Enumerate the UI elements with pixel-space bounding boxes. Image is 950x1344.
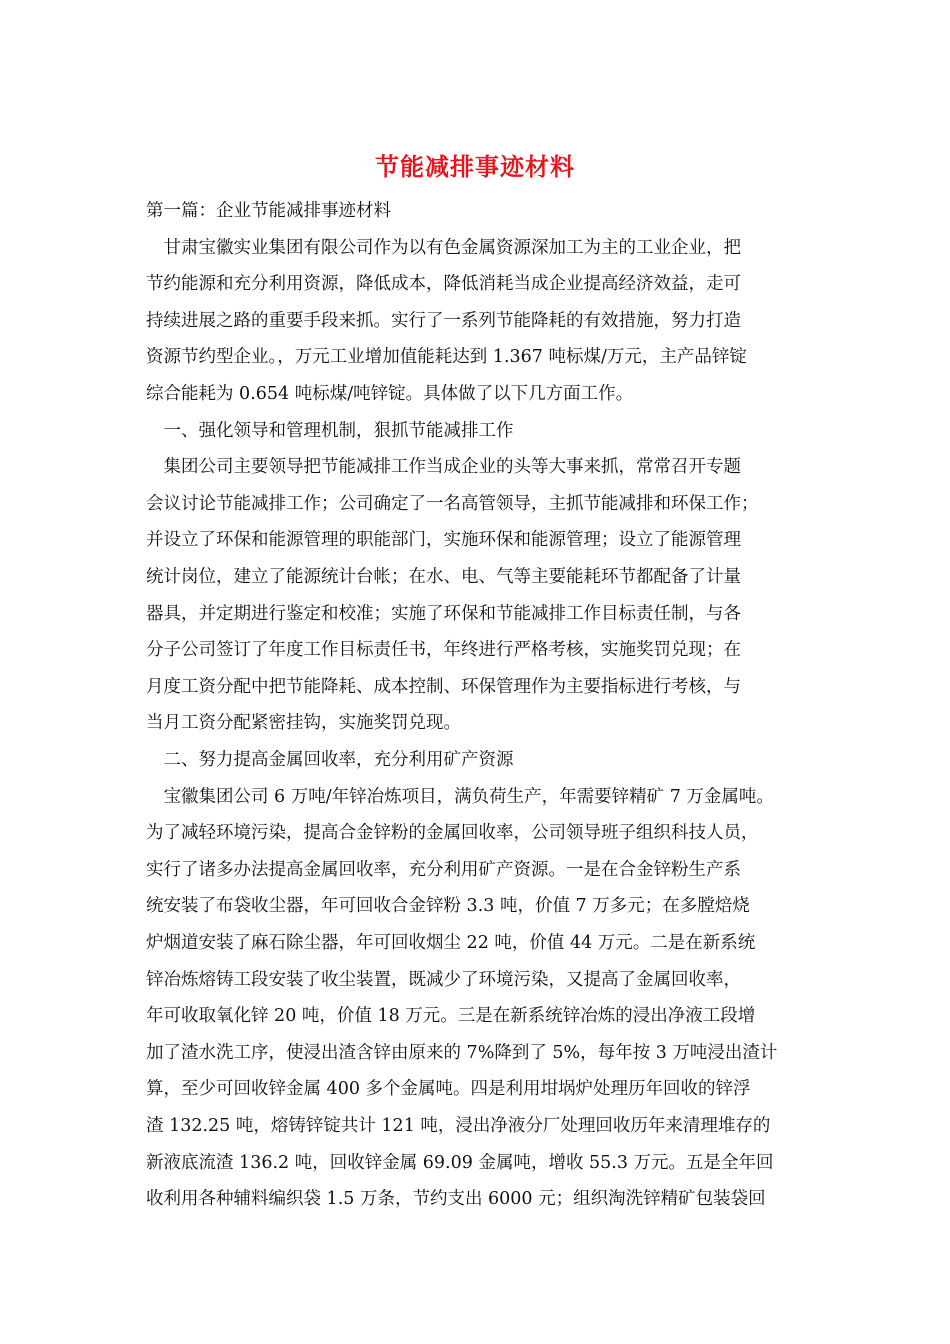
body-text-line: 并设立了环保和能源管理的职能部门，实施环保和能源管理；设立了能源管理: [146, 530, 741, 551]
body-text-line: 加了渣水洗工序，使浸出渣含锌由原来的 7%降到了 5%，每年按 3 万吨浸出渣计: [146, 1042, 778, 1063]
body-text-line: 甘肃宝徽实业集团有限公司作为以有色金属资源深加工为主的工业企业，把: [146, 237, 741, 258]
body-text-line: 锌冶炼熔铸工段安装了收尘装置，既减少了环境污染，又提高了金属回收率，: [146, 969, 741, 990]
body-text-line: 分子公司签订了年度工作目标责任书，年终进行严格考核，实施奖罚兑现；在: [146, 640, 741, 661]
body-text-line: 为了减轻环境污染，提高合金锌粉的金属回收率，公司领导班子组织科技人员，: [146, 823, 759, 844]
body-text-line: 新液底流渣 136.2 吨，回收锌金属 69.09 金属吨，增收 55.3 万元。五是全年回: [146, 1152, 774, 1173]
body-text-line: 月度工资分配中把节能降耗、成本控制、环保管理作为主要指标进行考核，与: [146, 676, 741, 697]
body-text-line: 炉烟道安装了麻石除尘器，年可回收烟尘 22 吨，价值 44 万元。二是在新系统: [146, 933, 756, 953]
body-text-line: 综合能耗为 0.654 吨标煤/吨锌锭。具体做了以下几方面工作。: [146, 384, 634, 404]
document-title: 节能减排事迹材料: [375, 152, 575, 181]
body-text-line: 统安装了布袋收尘器，年可回收合金锌粉 3.3 吨，价值 7 万多元；在多膛焙烧: [146, 896, 750, 917]
body-text-line: 一、强化领导和管理机制，狠抓节能减排工作: [146, 420, 514, 441]
body-text-line: 二、努力提高金属回收率，充分利用矿产资源: [146, 750, 514, 770]
body-text-line: 资源节约型企业。，万元工业增加值能耗达到 1.367 吨标煤/万元，主产品锌锭: [146, 347, 747, 368]
body-text-line: 统计岗位，建立了能源统计台帐；在水、电、气等主要能耗环节都配备了计量: [146, 567, 741, 587]
body-text-line: 持续进展之路的重要手段来抓。实行了一系列节能降耗的有效措施，努力打造: [146, 310, 741, 331]
body-text-line: 集团公司主要领导把节能减排工作当成企业的头等大事来抓，常常召开专题: [146, 457, 741, 478]
body-text-line: 实行了诸多办法提高金属回收率，充分利用矿产资源。一是在合金锌粉生产系: [146, 859, 741, 880]
body-text-line: 当月工资分配紧密挂钩，实施奖罚兑现。: [146, 713, 461, 734]
body-text-line: 节约能源和充分利用资源，降低成本，降低消耗当成企业提高经济效益，走可: [146, 274, 741, 295]
body-text-line: 年可收取氧化锌 20 吨，价值 18 万元。三是在新系统锌冶炼的浸出净液工段增: [146, 1006, 756, 1027]
body-text-line: 算，至少可回收锌金属 400 多个金属吨。四是利用坩埚炉处理历年回收的锌浮: [146, 1079, 751, 1100]
body-text-line: 第一篇：企业节能减排事迹材料: [146, 201, 391, 221]
body-text-line: 收利用各种辅料编织袋 1.5 万条，节约支出 6000 元；组织淘洗锌精矿包装袋回: [146, 1189, 766, 1210]
body-text-line: 会议讨论节能减排工作；公司确定了一名高管领导，主抓节能减排和环保工作；: [146, 493, 759, 514]
body-text-line: 渣 132.25 吨，熔铸锌锭共计 121 吨，浸出净液分厂处理回收历年来清理堆存的: [146, 1116, 771, 1136]
body-text-line: 宝徽集团公司 6 万吨/年锌冶炼项目，满负荷生产，年需要锌精矿 7 万金属吨。: [146, 786, 774, 807]
body-text-line: 器具，并定期进行鉴定和校准；实施了环保和节能减排工作目标责任制，与各: [146, 603, 741, 624]
